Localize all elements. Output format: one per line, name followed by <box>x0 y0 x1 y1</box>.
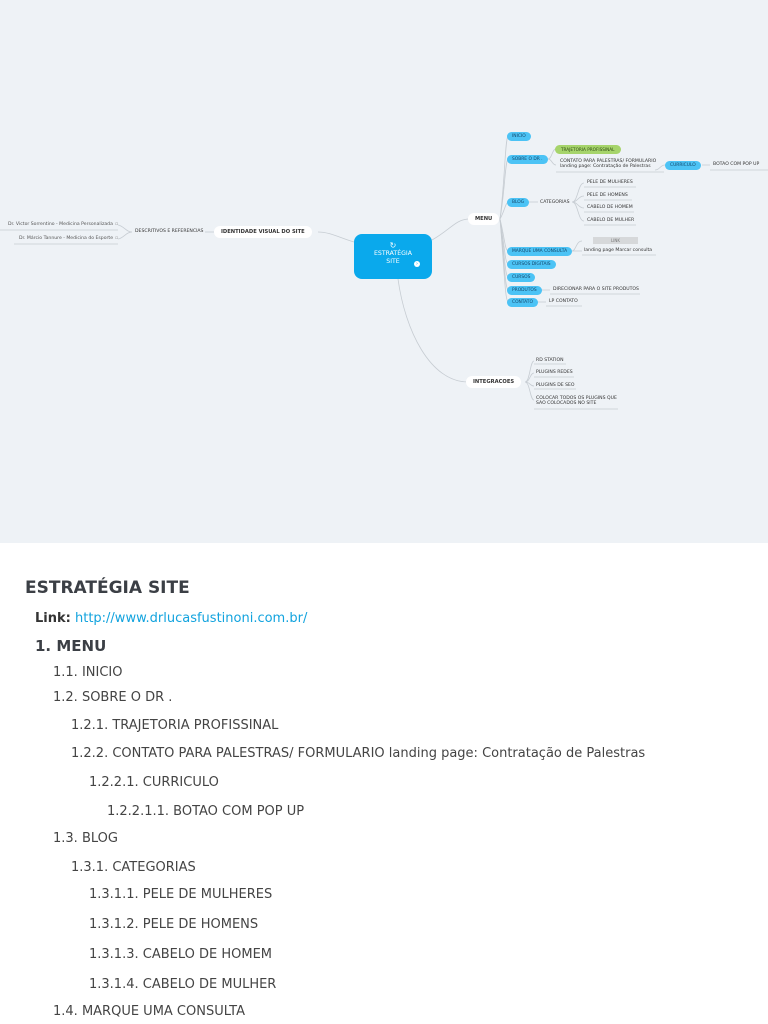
outline-link-row <box>35 611 307 626</box>
outline-item: 1.2.2.1.1. BOTAO COM POP UP <box>107 804 305 819</box>
outline-item: 1.3.1.4. CABELO DE MULHER <box>89 977 277 992</box>
node-marque[interactable]: MARQUE UMA CONSULTA <box>507 247 572 256</box>
node-int3[interactable]: PLUGINS DE SEO <box>536 383 575 388</box>
node-contato[interactable]: CONTATO <box>507 298 538 307</box>
outline-section-menu: 1. MENU <box>35 637 107 655</box>
node-cursos[interactable]: CURSOS DIGITAIS <box>507 260 556 269</box>
node-int2[interactable]: PLUGINS REDES <box>536 370 573 375</box>
node-identidade[interactable]: IDENTIDADE VISUAL DO SITE <box>214 226 312 238</box>
node-int4-line1: COLOCAR TODOS OS PLUGINS QUE <box>536 396 617 401</box>
node-categorias[interactable]: CATEGORIAS <box>540 200 570 205</box>
outline-item: 1.1. INICIO <box>53 665 123 680</box>
node-integracoes[interactable]: INTEGRACOES <box>466 376 521 388</box>
node-cursos2[interactable]: CURSOS <box>507 273 535 282</box>
node-link-box[interactable]: LINK <box>593 237 638 244</box>
node-curriculo[interactable]: CURRICULO <box>665 161 701 170</box>
node-menu[interactable]: MENU <box>468 213 499 225</box>
note-icon: ▫ <box>115 222 119 227</box>
node-trajetoria[interactable]: TRAJETORIA PROFISSINAL <box>555 145 621 154</box>
outline-item: 1.2.2. CONTATO PARA PALESTRAS/ FORMULARIO landing page: Contratação de Palestras <box>71 746 646 761</box>
outline-item: 1.3.1.3. CABELO DE HOMEM <box>89 947 273 962</box>
outline-item: 1.3.1. CATEGORIAS <box>71 860 196 875</box>
node-int4-line2: SAO COLOCADOS NO SITE <box>536 401 597 407</box>
outline-title: ESTRATÉGIA SITE <box>25 578 190 598</box>
node-contato-palestras[interactable] <box>560 159 656 170</box>
refresh-icon: ↻ <box>389 241 397 250</box>
node-sobre[interactable]: SOBRE O DR . <box>507 155 548 164</box>
node-int1[interactable]: RD STATION <box>536 358 564 363</box>
node-contato-palestras-line1: CONTATO PARA PALESTRAS/ FORMULARIO <box>560 159 657 164</box>
central-node-label: ESTRATÉGIA SITE <box>374 250 412 265</box>
outline-item: 1.3. BLOG <box>53 831 118 846</box>
outline-item: 1.2. SOBRE O DR . <box>53 690 173 705</box>
node-direcionar[interactable]: DIRECIONAR PARA O SITE PRODUTOS <box>553 287 639 292</box>
outline-item: 1.2.2.1. CURRICULO <box>89 775 219 790</box>
link-url[interactable]: http://www.drlucasfustinoni.com.br/ <box>74 611 308 626</box>
node-cat2[interactable]: PELE DE HOMENS <box>587 193 628 198</box>
outline-panel <box>0 543 768 1024</box>
note-icon: ▫ <box>115 236 119 241</box>
central-node[interactable] <box>354 234 432 279</box>
node-landing-marcar[interactable]: landing page Marcar consulta <box>584 248 653 253</box>
link-label: Link: <box>35 611 71 626</box>
node-descritivos[interactable]: DESCRITIVOS E REFERENCIAS <box>135 229 204 234</box>
node-ref1[interactable]: Dr. Victor Sorrentino - Medicina Personalizada <box>8 222 113 227</box>
node-lp-contato[interactable]: LP CONTATO <box>549 299 578 304</box>
node-contato-palestras-line2: landing page: Contratação de Palestras <box>560 164 651 170</box>
node-inicio[interactable]: INICIO <box>507 132 531 141</box>
outline-item: 1.3.1.1. PELE DE MULHERES <box>89 887 273 902</box>
node-int4[interactable] <box>536 396 617 407</box>
outline-item: 1.2.1. TRAJETORIA PROFISSINAL <box>71 718 279 733</box>
node-cat3[interactable]: CABELO DE HOMEM <box>587 205 633 210</box>
node-cat4[interactable]: CABELO DE MULHER <box>587 218 635 223</box>
node-produtos[interactable]: PRODUTOS <box>507 286 542 295</box>
outline-item: 1.4. MARQUE UMA CONSULTA <box>53 1004 246 1019</box>
node-cat1[interactable]: PELE DE MULHERES <box>587 180 633 185</box>
node-botao[interactable]: BOTAO COM POP UP <box>713 162 760 167</box>
outline-item: 1.3.1.2. PELE DE HOMENS <box>89 917 259 932</box>
expand-icon[interactable]: › <box>416 261 418 267</box>
node-ref2[interactable]: Dr. Márcio Tannure - Medicina do Esporte <box>19 236 114 241</box>
node-blog[interactable]: BLOG <box>507 198 529 207</box>
